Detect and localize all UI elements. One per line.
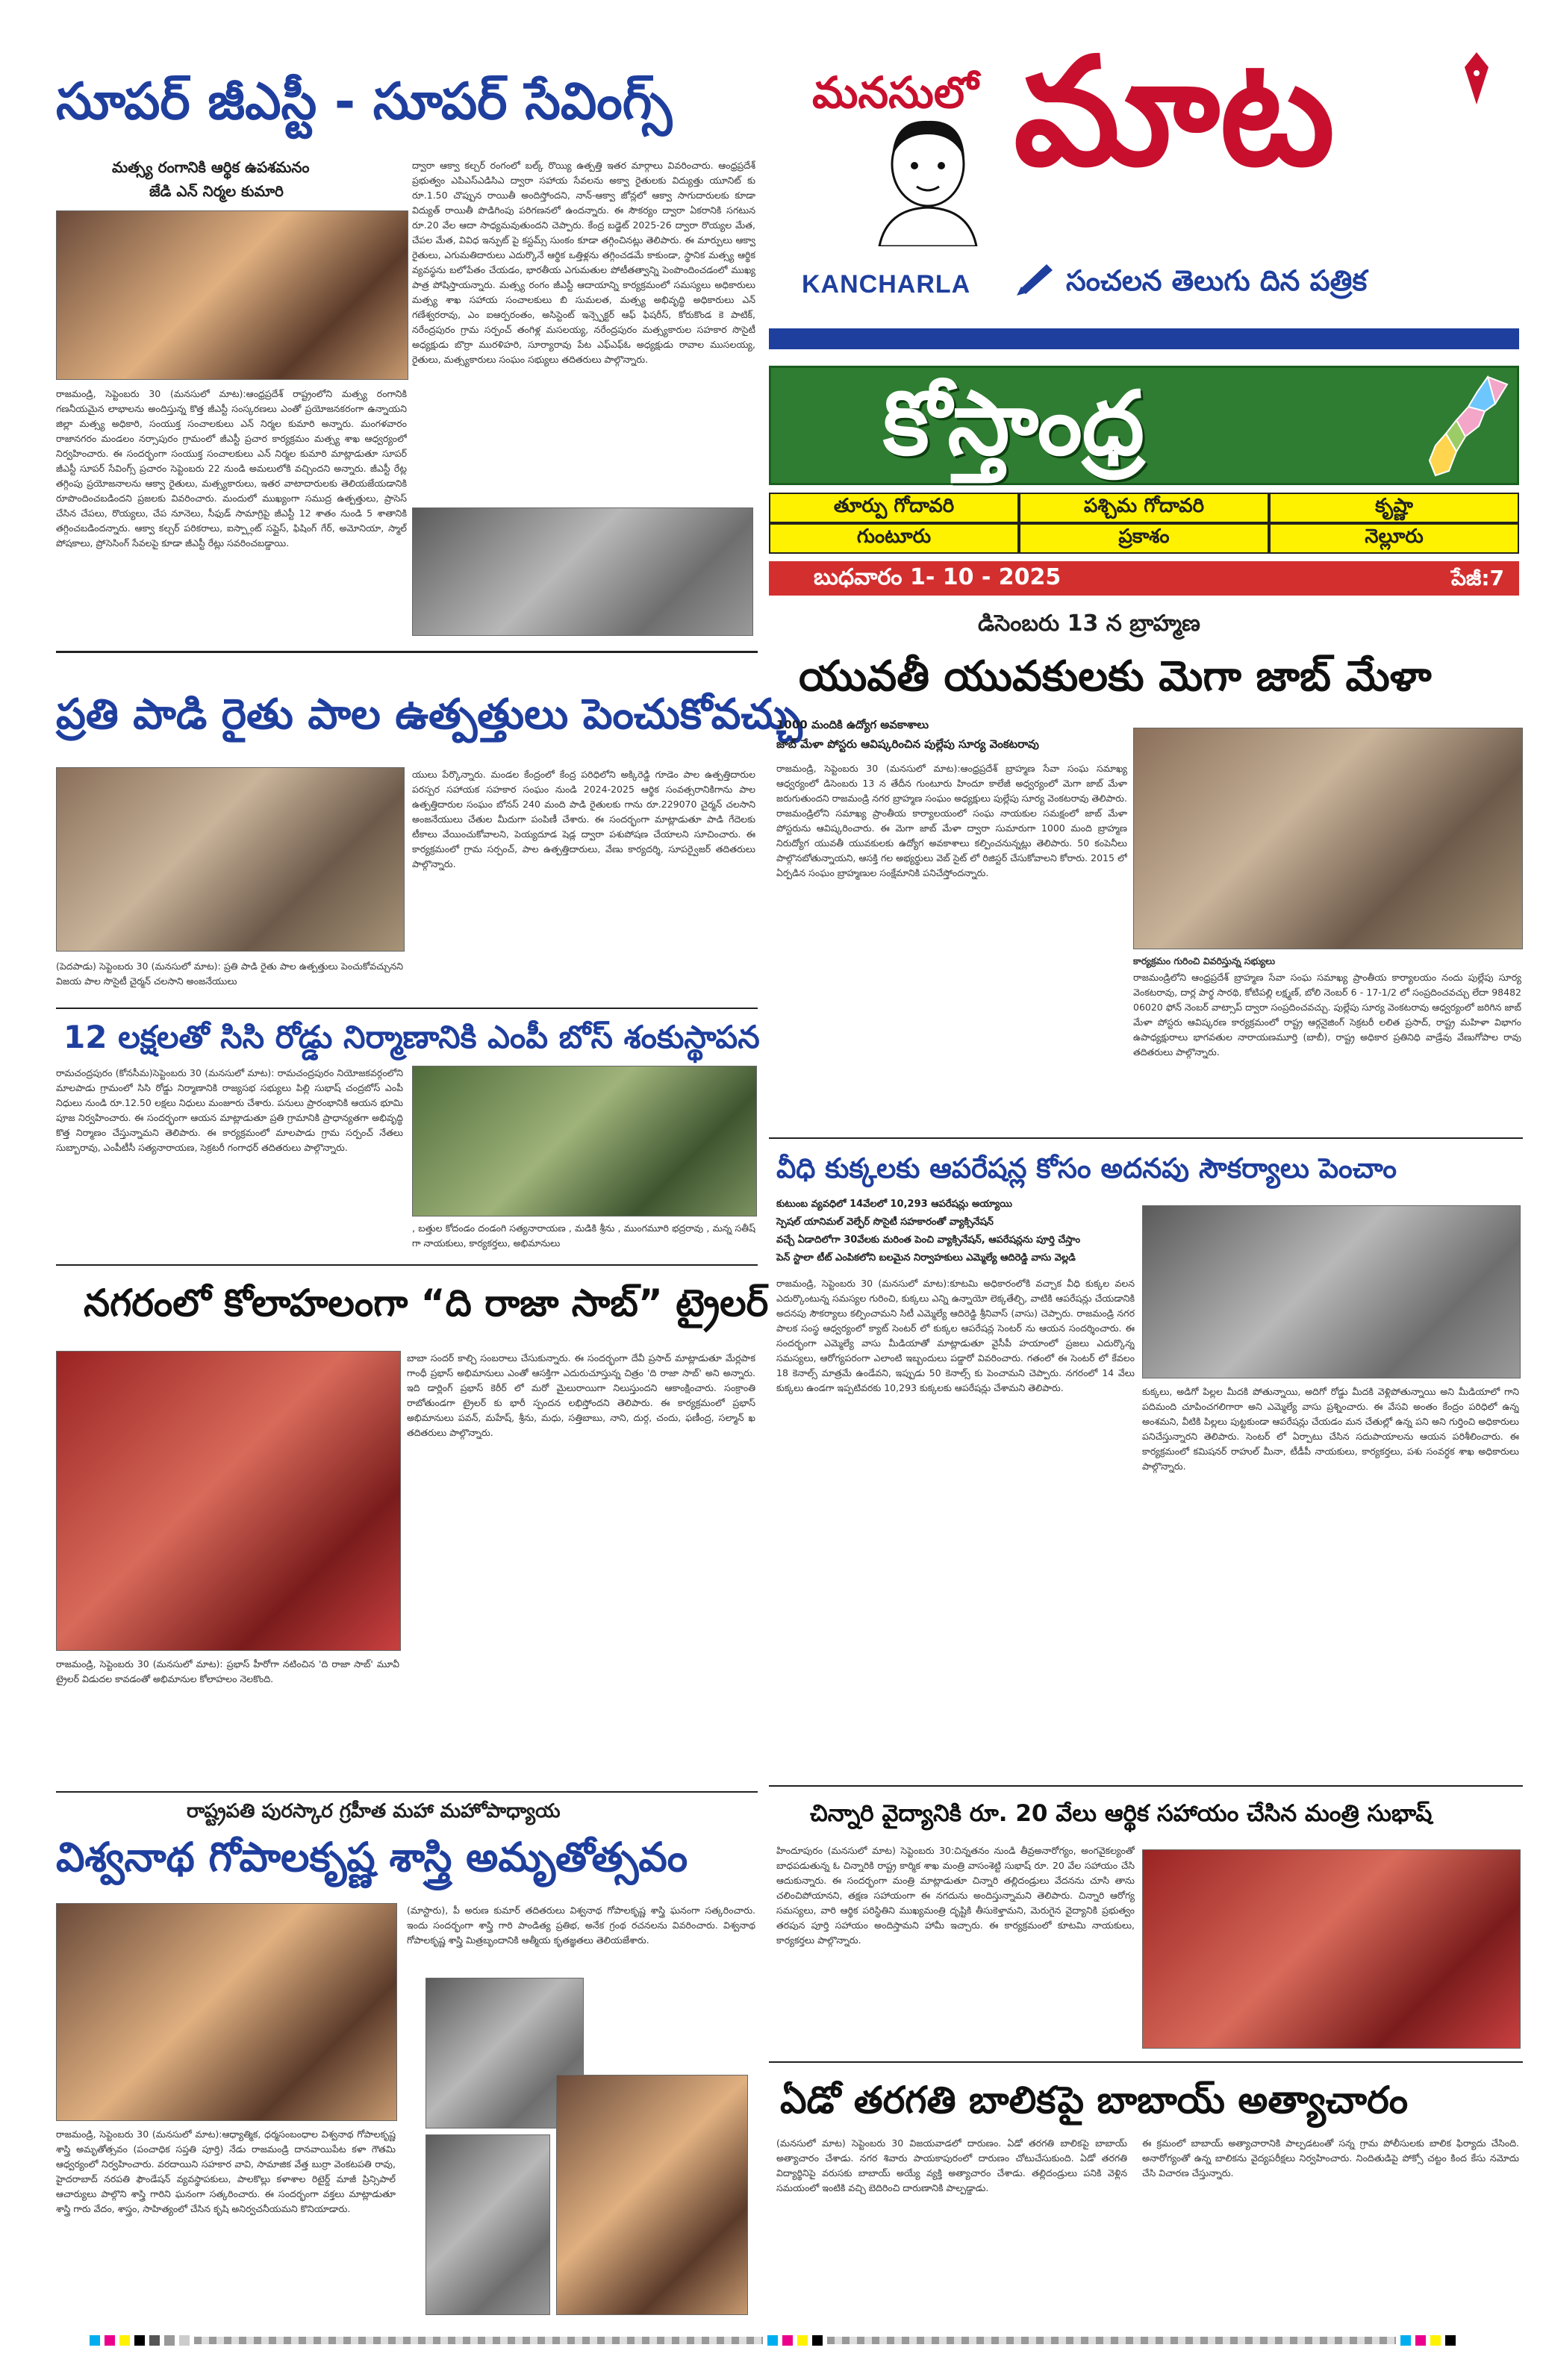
tagline: సంచలన తెలుగు దిన పత్రిక — [1066, 264, 1368, 297]
gst-photo-2 — [412, 507, 753, 636]
divider — [56, 651, 758, 653]
dogs-sub-2: స్పెషల్ యానిమల్ వెల్ఫేర్ సొసైటీ సహకారంతో వ్యాక్సినేషన్ — [776, 1216, 994, 1228]
dogs-headline: వీధి కుక్కలకు ఆపరేషన్ల కోసం అదనపు సౌకర్యాలు పెంచాం — [776, 1152, 1397, 1184]
masthead-prefix: మనసులో — [812, 67, 979, 118]
jobmela-sub-1: 1000 మందికి ఉద్యోగ అవకాశాలు — [776, 718, 929, 731]
divider — [769, 1785, 1523, 1787]
divider — [769, 1137, 1523, 1139]
district-west-godavari: పశ్చిమ గోదావరి — [1019, 493, 1269, 523]
divider — [56, 1791, 758, 1793]
award-body-2: (మాస్టారు), పీ అరుణ కుమార్ తదితరులు విశ్వనాథ గోపాలకృష్ణ శాస్త్రి ఘనంగా సత్కరించారు. ఇందు సందర్భంగా శాస్త్రి గారి పాండిత్య ప్రతిభ, అనేక గ్రంథ రచనలను వివరించారు. విశ్వనాథ గోపాలకృష్ణ శాస్త్రి మిత్రబృందానికి ఆత్మీయ కృతజ్ఞతలు తెలియజేశారు. — [407, 1905, 755, 1946]
subhash-headline: చిన్నారి వైద్యానికి రూ. 20 వేలు ఆర్థిక సహాయం చేసిన మంత్రి సుభాష్ — [810, 1800, 1433, 1827]
road-body: రామచంద్రపురం (కోనసీమ)సెప్టెంబరు 30 (మనసులో మాట): రామచంద్రపురం నియోజకవర్గంలోని మాలపాడు గ్రామంలో సిసి రోడ్డు నిర్మాణానికి రాజ్యసభ సభ్యులు పిల్లి సుభాష్ చంద్రబోస్ ఎంపీ నిధులు నుండి రూ.12.50 లక్షలు నిధులు మంజూరు చేశారు. పనులు ప్రారంభానికి ఆయన భూమి పూజ నిర్వహించారు. ఈ సందర్భంగా ఆయన మాట్లాడుతూ ప్రతి గ్రామానికి ప్రాధాన్యతగా అభివృద్ధి కొత్త నిర్మాణం చేస్తున్నామని తెలిపారు. ఈ కార్యక్రమంలో మాలపాడు గ్రామ సర్పంచ్ నేతలు సుబ్బారావు, ఎంపీటీసీ సత్యనారాయణ, సెక్రటరీ గంగాధర్ తదితరులు పాల్గొన్నారు. — [56, 1067, 403, 1153]
district-east-godavari: తూర్పు గోదావరి — [769, 493, 1019, 523]
subhash-body: హిందూపురం (మనసులో మాట) సెప్టెంబరు 30:చిన్నతనం నుండి తీవ్రఅనారోగ్యం, అంగవైకల్యంతో బాధపడుతున్న ఓ చిన్నారికి రాష్ట్ర కార్మిక శాఖ మంత్రి వాసంశెట్టి సుభాష్ రూ. 20 వేల సహాయం చేసి ఆదుకున్నారు. ఈ సందర్భంగా మంత్రి మాట్లాడుతూ చిన్నారి తల్లిదండ్రులు వేదనను చూసి తాను చలించిపోయానని, తక్షణ సహాయంగా ఈ నగదును అందిస్తున్నామని తెలిపారు. చిన్నారి ఆరోగ్య సమస్యలు, వారి ఆర్థిక పరిస్థితిని ముఖ్యమంత్రి దృష్టికి తీసుకెళ్తామని, మెరుగైన వైద్యానికి ప్రభుత్వం తరపున పూర్తి సహాయం అందిస్తామని హామీ ఇచ్చారు. ఈ కార్యక్రమంలో కూటమి నాయకులు, కార్యకర్తలు పాల్గొన్నారు. — [776, 1845, 1135, 1946]
divider — [769, 2061, 1523, 2063]
gst-body-1: రాజమండ్రి, సెప్టెంబరు 30 (మనసులో మాట):ఆంధ్రప్రదేశ్ రాష్ట్రంలోని మత్స్య రంగానికి గణనీయమైన లాభాలను అందిస్తున్న కొత్త జీఎస్టీ సంస్కరణలు ఎంతో ప్రయోజనకరంగా ఉన్నాయని జిల్లా మత్స్య అధికారి, సంయుక్త సంచాలకులు ఎన్ నిర్మల కుమారి అన్నారు. మంగళవారం రాజానగరం మండలం నర్సాపురం గ్రామంలో జీఎస్టీ ప్రచార కార్యక్రమం మత్స్య శాఖ ఆధ్వర్యంలో నిర్వహించారు. ఈ సందర్భంగా సంయుక్త సంచాలకులు ఎన్ నిర్మల కుమారి మాట్లాడుతూ సూపర్ జీఎస్టీ సూపర్ సేవింగ్స్ ప్రచారం సెప్టెంబరు 22 నుండి అమలులోకి వచ్చిందని అన్నారు. జీఎస్టీ రేట్ల తగ్గింపు ప్రయోజనాలను ఆక్వా రైతులు, మత్స్యకారులు, ఇతర వాటాదారులకు తెలియజేయడానికి రూపొందించబడిందని ప్రజలకు వివరించారు. మందులో ముఖ్యంగా సముద్ర ఉత్పత్తులు, ప్రాసెస్ చేసిన చేపలు, రొయ్యలు, చేప నూనెలు, సీఫుడ్ సామాగ్రిపై జీఎస్టీ 12 శాతం నుండి 5 శాతానికి తగ్గించబడిందన్నారు. ఆక్వా కల్చర్ పరికరాలు, ఐస్ప్లాంట్ సప్లైస్, ఫిషింగ్ గేర్, అమోనియా, స్మాల్ పోషకాలు, ప్రోసెసింగ్ సేవలపై కూడా జీఎస్టీ రేట్లు సవరించబడ్డాయి. — [56, 388, 407, 549]
date-bar — [769, 561, 1519, 596]
award-headline: విశ్వనాథ గోపాలకృష్ణ శాస్త్రి అమృతోత్సవం — [56, 1834, 688, 1881]
edition-band — [769, 366, 1519, 485]
map-icon — [1413, 374, 1510, 478]
rajasaab-headline: నగరంలో కోలాహలంగా “ది రాజా సాబ్” ట్రైలర్ — [84, 1281, 769, 1325]
dairy-headline: ప్రతి పాడి రైతు పాల ఉత్పత్తులు పెంచుకోవచ్చు — [56, 690, 802, 739]
brand-name: KANCHARLA — [802, 270, 971, 299]
gst-byline: జేడి ఎన్ నిర్మల కుమారి — [149, 182, 284, 200]
rajasaab-photo — [56, 1351, 401, 1651]
masthead — [767, 24, 1529, 321]
award-photo-1 — [56, 1903, 397, 2121]
dairy-photo — [56, 767, 405, 952]
jobmela-photo — [1133, 728, 1523, 949]
dogs-body-2: కుక్కలు, అడిగో పిల్లల మీదకి పోతున్నాయి, అదిగో రోడ్డు మీదకి వెళ్లిపోతున్నాయి అని మీడియాలో గాని పదిమంది చూపించగలిగారా అని ఎమ్మెల్యే వాసు ప్రశ్నించారు. ఈ వేసవి అంతం కేంద్రం పరిధిలో ఉన్న అంశమని, వీటికి పిల్లలు పుట్టకుండా ఆపరేషన్లు చేయడం మన చేతుల్లో ఉన్న పని అని గుర్తించి అధికారులు పనిచేస్తున్నారని తెలిపారు. సెంటర్ లో ఏర్పాటు చేసిన సదుపాయాలను ఆయన పరిశీలించారు. ఈ కార్యక్రమంలో కమిషనర్ రాహుల్ మీనా, టీడీపీ నాయకులు, కార్యకర్తలు, పశు సంవర్ధక శాఖ అధికారులు పాల్గొన్నారు. — [1142, 1386, 1519, 1472]
district-prakasam: ప్రకాశం — [1019, 523, 1269, 554]
award-photo-4 — [556, 2075, 748, 2315]
subhash-photo — [1142, 1849, 1521, 2049]
gst-headline: సూపర్ జీఎస్టీ - సూపర్ సేవింగ్స్ — [56, 72, 673, 131]
district-krishna: కృష్ణా — [1269, 493, 1519, 523]
edition-title: కోస్తాంధ్ర — [883, 372, 1144, 475]
gst-kicker: మత్స్య రంగానికి ఆర్థిక ఉపశమనం — [112, 158, 310, 176]
jobmela-kicker: డిసెంబరు 13 న బ్రాహ్మణ — [978, 610, 1200, 637]
gst-photo-1 — [56, 210, 408, 380]
jobmela-sub-2: జాబ్ మేళా పోస్టరు ఆవిష్కరించిన పుల్లేపు సూర్య వెంకటరావు — [776, 737, 1039, 751]
registration-bar — [90, 2333, 1456, 2348]
assault-headline: ఏడో తరగతి బాలికపై బాబాయ్ అత్యాచారం — [780, 2078, 1409, 2122]
dairy-body: యులు పేర్కొన్నారు. మండల కేంద్రంలో కేంద్ర పరిధిలోని అక్కిరెడ్డి గూడెం పాల ఉత్పత్తిదారుల పరస్పర సహాయక సహకార సంఘం నుండి 2024-2025 ఆర్థిక సంవత్సరానికిగాను పాల ఉత్పత్తిదారుల సంఘం బోనస్ 240 మంది పాడి రైతులకు గాను రూ.229070 చైర్మన్ చలసాని అంజనేయులు చేతుల మీదుగా పంపిణీ చేశారు. ఈ సందర్భంగా మాట్లాడుతూ పాడి గేదెలకు టీకాలు వేయించుకోవాలని, పెయ్యదూడ షెడ్ల ద్వారా పశుపోషణ చేయాలని సూచించారు. ఈ కార్యక్రమంలో గ్రామ సర్పంచ్, పాల ఉత్పత్తిదారులు, వేణు కార్యదర్శి, సూపర్వైజర్ తదితరులు పాల్గొన్నారు. — [412, 769, 755, 869]
road-caption: , బత్తుల కోదండం దండంగి సత్యనారాయణ , మడికి శ్రీను , ముంగమూరి భద్రరావు , మన్న సతీష్ గా నాయకులు, కార్యకర్తలు, అభిమానులు — [412, 1222, 755, 1249]
nib-icon — [1462, 52, 1491, 104]
page-number: పేజీ:7 — [1450, 566, 1504, 590]
rajasaab-caption: రాజమండ్రి, సెప్టెంబరు 30 (మనసులో మాట): ప్రభాస్ హీరోగా నటించిన 'ది రాజా సాబ్' మూవీ ట్రైలర్ విడుదల కావడంతో అభిమానుల కోలాహలం నెలకొంది. — [56, 1658, 399, 1684]
dogs-sub-1: కుటుంబ వ్యవధిలో 14వేలలో 10,293 ఆపరేషన్లు అయ్యాయి — [776, 1199, 1012, 1210]
masthead-rule — [769, 328, 1519, 349]
award-body: రాజమండ్రి, సెప్టెంబరు 30 (మనసులో మాట):ఆధ్యాత్మిక, ధర్మసంబంధాల విశ్వనాథ గోపాలకృష్ణ శాస్త్రి అమృతోత్సవం (పంచాధిక సప్తతి పూర్తి) నేడు రాజమండ్రి దానవాయిపేట కళా గౌతమి ఆధ్వర్యంలో నిర్వహించారు. వరదాయిని సహకార వావి, సామాజిక వేత్త బుర్రా వెంకటపతి రావు, హైదరాబాద్ నరపతి ఫౌండేషన్ వ్యవస్థాపకులు, పాలకొల్లు కళాశాల రిటైర్డ్ మాజీ ప్రిన్సిపాల్ ఆచార్యులు పాల్గొని శాస్త్రి గారిని ఘనంగా సత్కరించారు. ఈ సందర్భంగా వక్తలు మాట్లాడుతూ శాస్త్రి గారు వేదం, శాస్త్రం, సాహిత్యంలో చేసిన కృషి అనిర్వచనీయమని కొనియాడారు. — [56, 2128, 396, 2214]
district-guntur: గుంటూరు — [769, 523, 1019, 554]
jobmela-caption: కార్యక్రమం గురించి వివరిస్తున్న సభ్యులు — [1133, 955, 1276, 966]
dogs-photo — [1142, 1205, 1521, 1378]
dogs-sub-3: వచ్చే ఏడాదిలోగా 30వేలకు మరింత పెంచి వ్యాక్సినేషన్, ఆపరేషన్లను పూర్తి చేస్తాం — [776, 1234, 1081, 1246]
district-nellore: నెల్లూరు — [1269, 523, 1519, 554]
founder-portrait — [864, 112, 991, 246]
pen-icon — [1014, 260, 1059, 297]
district-grid — [769, 493, 1519, 554]
masthead-title: మాట — [1014, 24, 1335, 199]
road-photo — [412, 1066, 757, 1216]
issue-date: బుధవారం 1- 10 - 2025 — [814, 564, 1062, 590]
gst-body-2: ద్వారా ఆక్వా కల్చర్ రంగంలో బల్క్ రొయ్యి ఉత్పత్తి ఇతర మార్గాలు వివరించారు. ఆంధ్రప్రదేశ్ ప్రభుత్వం ఎపిఎస్ఎడిసిఎ ద్వారా సహాయ సేవలను అక్వా రైతులకు విద్యుత్తు యూనిట్ కు రూ.1.50 చొప్పున రాయితీ అందిస్తోందని, నాన్-ఆక్వా జోన్లలో ఆక్వా సాగుదారులకు కూడా విద్యుత్ రాయితీ పొడిగింపు పరిగణనలో ఉందన్నారు. ఈ సౌకర్యం ద్వారా ఏకరానికి సగటున రూ.20 వేల ఆదా సాధ్యమవుతుందని చెప్పారు. కేంద్ర బడ్జెట్ 2025-26 ద్వారా రొయ్యల మేత, చేపల మేత, వివిధ ఇన్పుట్ పై కస్టమ్స్ సుంకం కూడా తగ్గించినట్లు తెలిపారు. ఈ మార్పులు ఆక్వా రైతులు, ఎగుమతిదారులు ఎదుర్కొనే ఆర్థిక ఒత్తిళ్లను తగ్గించడమే కాకుండా, స్థానిక మత్స్య ఆర్థిక వ్యవస్థను బలోపేతం చేయడం, భారతీయ ఎగుమతుల పోటీతత్వాన్ని పెంపొందించడంలో ముఖ్య పాత్ర పోషిస్తాయన్నారు. మత్స్య రంగం జీఎస్టీ ఆదాయాన్ని కార్యక్రమంలో సమస్యలు అధికారులు మత్స్య శాఖ సహాయ సంచాలకులు బి సుమలత, మత్స్య అభివృద్ధి అధికారులు ఎన్ గణేశ్వరరావు, ఎం ఐఆర్పరంతం, అసిస్టెంట్ ఇన్స్పెక్టర్ ఆఫ్ ఫిషరీస్, కోరుకొండ కె పాటిక్, నరేంద్రపురం గ్రామ సర్పంచ్ తంగిళ్ల మసలయ్య, నరేంద్రపురం మత్స్యకారుల సహకార సొసైటీ అధ్యక్షుడు బొర్రా మురళిహరి, సూర్యారావు పేట ఎఫ్ఎఫ్ఓ అధ్యక్షుడు రావాల ముసలయ్య, రైతులు, మత్స్యకారులు సంఘం సభ్యులు తదితరులు పాల్గొన్నారు. — [412, 160, 755, 365]
jobmela-headline: యువతీ యువకులకు మెగా జాబ్ మేళా — [799, 652, 1432, 701]
jobmela-body: రాజమండ్రి, సెప్టెంబరు 30 (మనసులో మాట):ఆంధ్రప్రదేశ్ బ్రాహ్మణ సేవా సంఘ సమాఖ్య ఆధ్వర్యంలో డిసెంబరు 13 న తేదీన గుంటూరు హిందూ కాలేజీ అధ్వర్యంలో మెగా జాబ్ మేళా జరుగుతుందని రాజమండ్రి నగర బ్రాహ్మణ సంఘం అధ్యక్షులు పుల్లేపు సూర్య వెంకటరావు తెలిపారు. రాజమండ్రిలోని సమాఖ్య ప్రాంతీయ కార్యాలయంలో సంఘ నాయకుల సమక్షంలో జాబ్ మేళా పోస్టరును ఆవిష్కరించారు. ఈ మెగా జాబ్ మేళా ద్వారా సుమారుగా 1000 మంది బ్రాహ్మణ నిరుద్యోగ యువతీ యువకులకు ఉద్యోగ అవకాశాలు కల్పించనున్నట్లు తెలిపారు. 50 కంపెనీలు పాల్గొనబోతున్నాయని, ఆసక్తి గల అభ్యర్థులు వెబ్ సైట్ లో రిజిస్టర్ చేసుకోవాలని కోరారు. 2015 లో ఏర్పడిన సంఘం బ్రాహ్మణుల సంక్షేమానికి పనిచేస్తోందన్నారు. — [776, 763, 1127, 878]
road-headline: 12 లక్షలతో సిసి రోడ్డు నిర్మాణానికి ఎంపీ బోస్ శంకుస్థాపన — [63, 1019, 760, 1055]
dogs-sub-4: పెన్ స్టాలా టీట్ ఎంపికలోని బలమైన నిర్వాహకులు ఎమ్మెల్యే ఆదిరెడ్డి వాసు వెల్లడి — [776, 1252, 1076, 1264]
rajasaab-body: బాబా సందర్ కాల్చి సంబరాలు చేసుకున్నారు. ఈ సందర్భంగా దేవీ ప్రసాద్ మాట్లాడుతూ మేర్లపాక గాంధీ ప్రభాస్ అభిమానులు ఎంతో ఆసక్తిగా ఎదురుచూస్తున్న చిత్రం 'ది రాజా సాబ్' అని అన్నారు. ఇది డార్లింగ్ ప్రభాస్ కెరీర్ లో మరో మైలురాయిగా నిలుస్తుందని ఆకాంక్షించారు. సంక్రాంతి రాబోతుండగా ట్రైలర్ కు భారీ స్పందన లభిస్తోందని తెలిపారు. ఈ కార్యక్రమంలో ప్రభాస్ అభిమానులు పవన్, మహేష్, శ్రీను, మధు, సత్తిబాబు, నాని, దుర్గ, చందు, ఫణీంద్ర, సల్మాన్ ఖ తదితరులు పాల్గొన్నారు. — [407, 1352, 755, 1438]
jobmela-body-2: రాజమండ్రిలోని ఆంధ్రప్రదేశ్ బ్రాహ్మణ సేవా సంఘ సమాఖ్య ప్రాంతీయ కార్యాలయం నందు పుల్లేపు సూర్య వెంకటరావు, దార్ల పార్థ సారథి, కోటిపల్లి లక్ష్మణ్, బోలి నెంబర్ 6 - 17-1/2 లో సంప్రదించవచ్చు లేదా 98482 06020 ఫోన్ నెంబర్ వాట్సాప్ ద్వారా సంప్రదించవచ్చు. పుల్లేపు సూర్య వెంకటరావు ఆధ్వర్యంలో జరిగిన జాబ్ మేళా పోస్టరు ఆవిష్కరణ కార్యక్రమంలో రాష్ట్ర ఆర్గనైజింగ్ సెక్రటరీ లలిత ప్రసాద్, రాష్ట్ర మహిళా విభాగం ఉపాధ్యక్షురాలు భాగవతుల నారాయణమూర్తి (బాబీ), రాష్ట్ర అధికార ప్రతినిధి వాడ్రేవు వేణుగోపాల రావు తదితరులు పాల్గొన్నారు. — [1133, 972, 1521, 1058]
divider — [56, 1264, 758, 1266]
dairy-caption: (పెదపాడు) సెప్టెంబరు 30 (మనసులో మాట): ప్రతి పాడి రైతు పాల ఉత్పత్తులు పెంచుకోవచ్చునని విజయ పాల సొసైటీ చైర్మన్ చలసాని అంజనేయులు — [56, 961, 403, 987]
dogs-body: రాజమండ్రి, సెప్టెంబరు 30 (మనసులో మాట):కూటమి అధికారంలోకి వచ్చాక వీధి కుక్కల వలన ఎదుర్కొంటున్న సమస్యల గురించి, కుక్కలు ఎన్ని ఉన్నాయో లెక్కతేల్చి, వాటికి ఆపరేషన్లు చేయడానికి అదనపు సౌకర్యాలు కల్పించామని సిటీ ఎమ్మెల్యే ఆదిరెడ్డి శ్రీనివాస్ (వాసు) చెప్పారు. రాజమండ్రి నగర పాలక సంస్థ ఆధ్వర్యంలో క్యాట్ సెంటర్ లో కుక్కల ఆపరేషన్ల సెంటర్ ను ఆయన సందర్శించారు. ఈ సందర్భంగా ఎమ్మెల్యే వాసు మీడియాతో మాట్లాడుతూ వైసీపీ హయాంలో ప్రజలు ఎదుర్కొన్న సమస్యలు, ఆరోగ్యపరంగా ఎలాంటి ఇబ్బందులు పడ్డారో వివరించారు. గతంలో ఈ సెంటర్ లో కేవలం 18 కెనాల్స్ మాత్రమే ఉండేవని, ఇప్పుడు 50 కెనాల్స్ కు పెంచామని చెప్పారు. నగరంలో 14 వేలు కుక్కలు ఉండగా ఇప్పటివరకు 10,293 కుక్కలకు ఆపరేషన్లు చేశామని తెలిపారు. — [776, 1278, 1135, 1393]
award-photo-3 — [426, 2134, 550, 2315]
assault-body-2: ఈ క్రమంలో బాబాయ్ అత్యాచారానికి పాల్పడటంతో సన్న గ్రామ పోలీసులకు బాలిక ఫిర్యాదు చేసింది. అనారోగ్యంతో ఉన్న బాలికను వైద్యపరీక్షలు నిర్వహించారు. నిందితుడిపై పోక్సో చట్టం కింద కేసు నమోదు చేసి విచారణ చేస్తున్నారు. — [1142, 2137, 1519, 2178]
assault-body-1: (మనసులో మాట) సెప్టెంబరు 30 విజయవాడలో దారుణం. ఏడో తరగతి బాలికపై బాబాయ్ అత్యాచారం చేశాడు. నగర శివారు పాయకాపురంలో దారుణం చోటుచేసుకుంది. ఏడో తరగతి విద్యార్థినిపై వరుసకు బాబాయ్ అయ్యే వ్యక్తి అత్యాచారం చేశాడు. తల్లిదండ్రులు పనికి వెళ్లిన సమయంలో ఇంటికి వచ్చి బెదిరించి దారుణానికి పాల్పడ్డాడు. — [776, 2137, 1127, 2193]
divider — [56, 1008, 758, 1009]
award-kicker: రాష్ట్రపతి పురస్కార గ్రహీత మహా మహోపాధ్యాయ — [187, 1800, 561, 1823]
